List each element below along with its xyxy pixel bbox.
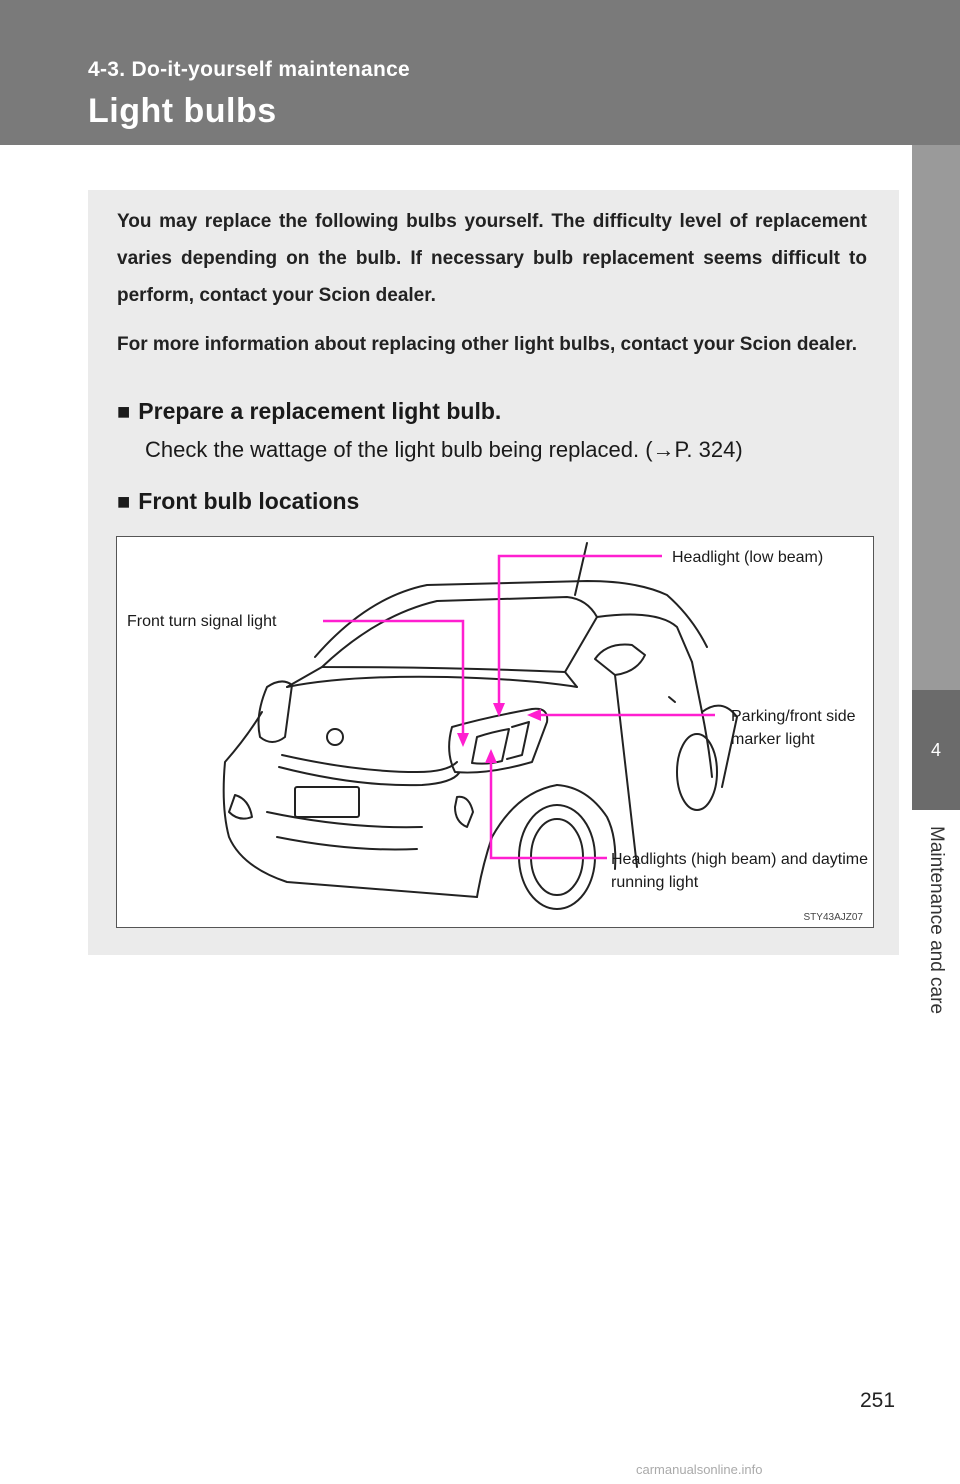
prepare-heading bbox=[117, 398, 501, 425]
intro-paragraph-2: For more information about replacing other light bulbs, contact your Scion dealer. bbox=[117, 334, 858, 355]
section-label: 4-3. Do-it-yourself maintenance bbox=[88, 58, 411, 81]
front-heading-text: Front bulb locations bbox=[138, 488, 360, 514]
callout-front-turn-signal: Front turn signal light bbox=[127, 613, 277, 630]
watermark[interactable]: carmanualsonline.info bbox=[636, 1462, 763, 1477]
intro-paragraph-1: You may replace the following bulbs yourself. The difficulty level of replacement varies depending on the bulb. If necessary bulb replacement seems difficult to perform, contact your Scion dealer. bbox=[117, 211, 867, 306]
bullet-square-icon: ■ bbox=[117, 489, 131, 514]
callout-headlight-high-beam: Headlights (high beam) and daytime running light bbox=[611, 851, 869, 891]
leader-arrowheads bbox=[457, 703, 541, 763]
page-title: Light bulbs bbox=[88, 92, 277, 130]
chapter-number: 4 bbox=[930, 739, 941, 760]
prepare-text: Check the wattage of the light bulb being replaced. (→P. 324) bbox=[145, 437, 743, 462]
side-tab-strip bbox=[912, 145, 960, 690]
bullet-square-icon: ■ bbox=[117, 399, 131, 424]
intro-text bbox=[117, 203, 867, 375]
callout-parking-side-marker: Parking/front side marker light bbox=[731, 708, 856, 748]
figure-code: STY43AJZ07 bbox=[803, 912, 863, 923]
chapter-label: Maintenance and care bbox=[926, 825, 947, 1015]
page-number: 251 bbox=[860, 1389, 896, 1412]
bulb-location-figure bbox=[116, 536, 874, 928]
page-header bbox=[0, 0, 960, 145]
prepare-heading-text: Prepare a replacement light bulb. bbox=[138, 398, 502, 424]
front-heading bbox=[117, 488, 359, 515]
callout-headlight-low-beam: Headlight (low beam) bbox=[672, 549, 824, 566]
chapter-tab[interactable] bbox=[912, 690, 960, 810]
